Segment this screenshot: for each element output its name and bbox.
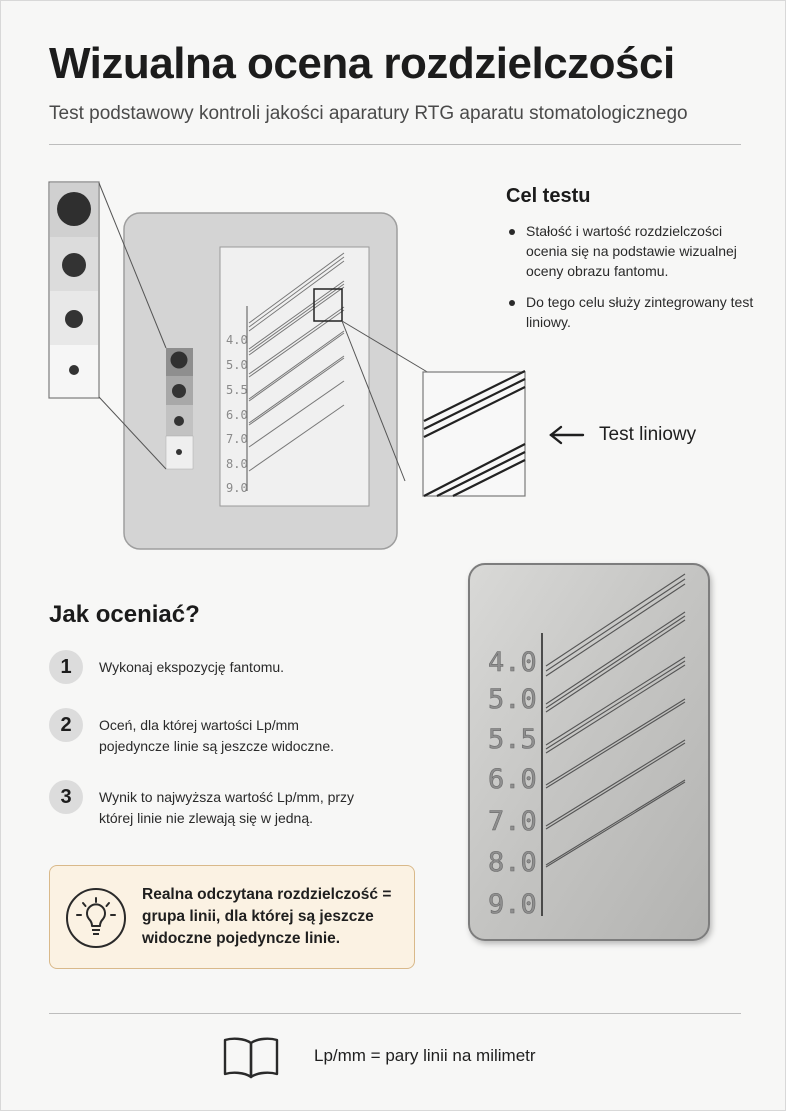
goal-item: Do tego celu służy zintegrowany test liniowy. — [506, 292, 756, 332]
divider-bottom — [49, 1013, 741, 1014]
step-number: 2 — [49, 708, 83, 742]
how-title: Jak oceniać? — [49, 601, 200, 628]
callout-text: Realna odczytana rozdzielczość = grupa linii, dla której są jeszcze widoczne pojedyncze linie. — [142, 886, 392, 947]
upper-scale-label-9-0: 9.0 — [226, 481, 248, 495]
page-title: Wizualna ocena rozdzielczości — [49, 39, 675, 88]
step-text: Wykonaj ekspozycję fantomu. — [99, 659, 285, 675]
upper-scale-label-7-0: 7.0 — [226, 432, 248, 446]
goal-list — [506, 221, 756, 343]
step-text: Oceń, dla której wartości Lp/mm pojedyncze linie są jeszcze widoczne. — [99, 717, 335, 754]
wedge-dot-3 — [174, 416, 184, 426]
large-scale-label-4-0: 4.0 — [488, 647, 537, 678]
large-scale-label-7-0: 7.0 — [488, 806, 537, 837]
lightbulb-icon — [64, 886, 128, 950]
upper-scale-label-5-0: 5.0 — [226, 358, 248, 372]
phantom-diagram — [1, 1, 786, 1001]
wedge-dot-2 — [172, 384, 186, 398]
wedge-dot-1 — [171, 352, 188, 369]
book-icon — [222, 1035, 280, 1079]
upper-scale-label-4-0: 4.0 — [226, 333, 248, 347]
wedge-dot-4 — [176, 449, 182, 455]
test-label: Test liniowy — [599, 424, 697, 445]
large-scale-label-8-0: 8.0 — [488, 847, 537, 878]
result-callout — [49, 865, 415, 969]
step-text: Wynik to najwyższa wartość Lp/mm, przy której linie nie zlewają się w jedną. — [99, 789, 355, 826]
goal-title: Cel testu — [506, 185, 591, 207]
page-subtitle: Test podstawowy kontroli jakości aparatury RTG aparatu stomatologicznego — [49, 103, 688, 124]
upper-scale-label-5-5: 5.5 — [226, 383, 248, 397]
step-number: 3 — [49, 780, 83, 814]
wedge-zoom-dot-1 — [57, 192, 91, 226]
upper-scale-label-6-0: 6.0 — [226, 408, 248, 422]
step-number: 1 — [49, 650, 83, 684]
large-scale-label-5-5: 5.5 — [488, 724, 537, 755]
wedge-zoom-dot-2 — [62, 253, 86, 277]
arrow-left-icon — [551, 427, 583, 443]
wedge-zoom-dot-4 — [69, 365, 79, 375]
large-scale-label-6-0: 6.0 — [488, 764, 537, 795]
unit-legend: Lp/mm = pary linii na milimetr — [314, 1046, 536, 1065]
upper-scale-label-8-0: 8.0 — [226, 457, 248, 471]
wedge-zoom-dot-3 — [65, 310, 83, 328]
goal-item: Stałość i wartość rozdzielczości ocenia się na podstawie wizualnej oceny obrazu fantomu. — [506, 221, 756, 281]
large-scale-label-5-0: 5.0 — [488, 684, 537, 715]
large-scale-label-9-0: 9.0 — [488, 889, 537, 920]
upper-scale-labels — [226, 333, 248, 495]
